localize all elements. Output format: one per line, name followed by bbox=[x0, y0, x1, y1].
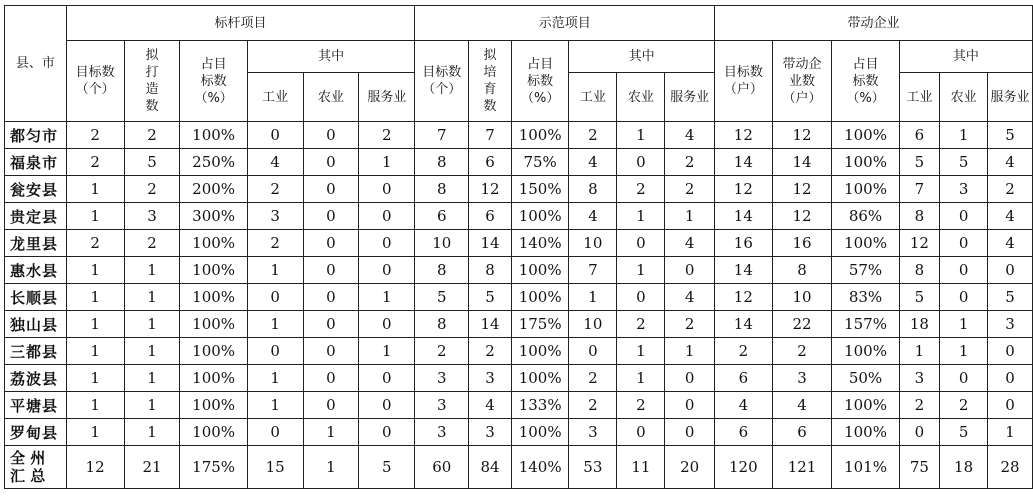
header-group-biaogan: 标杆项目 bbox=[66, 6, 415, 41]
cell: 100% bbox=[511, 284, 568, 311]
header-qizhong: 其中 bbox=[899, 41, 1032, 73]
total-cell: 60 bbox=[415, 446, 469, 489]
total-cell: 12 bbox=[66, 446, 124, 489]
cell: 1 bbox=[899, 338, 939, 365]
summary-table bbox=[4, 5, 1033, 489]
cell: 175% bbox=[511, 311, 568, 338]
cell: 4 bbox=[988, 203, 1033, 230]
county-name: 荔波县 bbox=[5, 365, 67, 392]
header-agriculture: 农业 bbox=[940, 73, 988, 122]
total-cell: 15 bbox=[247, 446, 303, 489]
cell: 4 bbox=[772, 392, 832, 419]
cell: 0 bbox=[303, 365, 359, 392]
cell: 0 bbox=[940, 365, 988, 392]
cell: 0 bbox=[359, 257, 415, 284]
cell: 7 bbox=[899, 176, 939, 203]
cell: 4 bbox=[988, 149, 1033, 176]
cell: 14 bbox=[714, 311, 772, 338]
cell: 100% bbox=[180, 311, 247, 338]
cell: 8 bbox=[415, 176, 469, 203]
total-label-line1: 全 州 bbox=[10, 449, 46, 467]
cell: 1 bbox=[124, 284, 180, 311]
cell: 2 bbox=[772, 338, 832, 365]
cell: 0 bbox=[303, 149, 359, 176]
cell: 2 bbox=[247, 230, 303, 257]
cell: 0 bbox=[988, 338, 1033, 365]
cell: 7 bbox=[569, 257, 617, 284]
header-pct: 占目标数（%） bbox=[180, 41, 247, 122]
cell: 12 bbox=[899, 230, 939, 257]
cell: 5 bbox=[988, 284, 1033, 311]
cell: 14 bbox=[714, 149, 772, 176]
cell: 1 bbox=[359, 149, 415, 176]
table-row bbox=[5, 311, 1033, 338]
cell: 10 bbox=[569, 311, 617, 338]
table-row bbox=[5, 203, 1033, 230]
total-cell: 21 bbox=[124, 446, 180, 489]
cell: 2 bbox=[469, 338, 512, 365]
cell: 0 bbox=[247, 122, 303, 149]
total-cell: 18 bbox=[940, 446, 988, 489]
cell: 0 bbox=[569, 338, 617, 365]
header-pct: 占目标数（%） bbox=[832, 41, 899, 122]
cell: 2 bbox=[569, 122, 617, 149]
cell: 7 bbox=[469, 122, 512, 149]
cell: 150% bbox=[511, 176, 568, 203]
cell: 1 bbox=[66, 257, 124, 284]
county-name: 惠水县 bbox=[5, 257, 67, 284]
cell: 4 bbox=[665, 284, 715, 311]
cell: 6 bbox=[469, 149, 512, 176]
header-target-count: 目标数（户） bbox=[714, 41, 772, 122]
cell: 3 bbox=[772, 365, 832, 392]
cell: 1 bbox=[124, 338, 180, 365]
cell: 0 bbox=[940, 203, 988, 230]
cell: 12 bbox=[772, 176, 832, 203]
cell: 100% bbox=[832, 230, 899, 257]
cell: 0 bbox=[988, 392, 1033, 419]
cell: 0 bbox=[303, 122, 359, 149]
cell: 1 bbox=[247, 365, 303, 392]
cell: 2 bbox=[569, 365, 617, 392]
cell: 5 bbox=[124, 149, 180, 176]
cell: 100% bbox=[180, 230, 247, 257]
cell: 0 bbox=[617, 149, 665, 176]
header-service: 服务业 bbox=[359, 73, 415, 122]
cell: 50% bbox=[832, 365, 899, 392]
cell: 0 bbox=[359, 176, 415, 203]
cell: 14 bbox=[469, 311, 512, 338]
header-agriculture: 农业 bbox=[303, 73, 359, 122]
cell: 0 bbox=[940, 230, 988, 257]
cell: 200% bbox=[180, 176, 247, 203]
cell: 2 bbox=[940, 392, 988, 419]
cell: 1 bbox=[66, 392, 124, 419]
cell: 2 bbox=[899, 392, 939, 419]
cell: 100% bbox=[180, 257, 247, 284]
header-county: 县、市 bbox=[5, 6, 67, 122]
cell: 6 bbox=[469, 203, 512, 230]
cell: 100% bbox=[180, 365, 247, 392]
cell: 100% bbox=[180, 284, 247, 311]
cell: 140% bbox=[511, 230, 568, 257]
county-name: 平塘县 bbox=[5, 392, 67, 419]
cell: 83% bbox=[832, 284, 899, 311]
header-qizhong: 其中 bbox=[569, 41, 715, 73]
cell: 1 bbox=[665, 203, 715, 230]
cell: 6 bbox=[899, 122, 939, 149]
cell: 1 bbox=[66, 284, 124, 311]
cell: 0 bbox=[359, 392, 415, 419]
cell: 0 bbox=[303, 203, 359, 230]
cell: 1 bbox=[66, 203, 124, 230]
total-cell: 5 bbox=[359, 446, 415, 489]
header-service: 服务业 bbox=[665, 73, 715, 122]
cell: 8 bbox=[415, 149, 469, 176]
cell: 100% bbox=[180, 392, 247, 419]
total-label-line2: 汇 总 bbox=[10, 467, 46, 485]
cell: 0 bbox=[617, 419, 665, 446]
cell: 100% bbox=[832, 419, 899, 446]
cell: 16 bbox=[714, 230, 772, 257]
cell: 4 bbox=[569, 203, 617, 230]
cell: 4 bbox=[665, 230, 715, 257]
cell: 2 bbox=[359, 122, 415, 149]
cell: 8 bbox=[415, 257, 469, 284]
cell: 100% bbox=[832, 149, 899, 176]
cell: 12 bbox=[714, 176, 772, 203]
cell: 86% bbox=[832, 203, 899, 230]
cell: 3 bbox=[940, 176, 988, 203]
cell: 4 bbox=[988, 230, 1033, 257]
table-row bbox=[5, 392, 1033, 419]
cell: 3 bbox=[415, 392, 469, 419]
cell: 100% bbox=[180, 419, 247, 446]
cell: 1 bbox=[66, 176, 124, 203]
cell: 100% bbox=[511, 365, 568, 392]
cell: 100% bbox=[180, 338, 247, 365]
total-cell: 84 bbox=[469, 446, 512, 489]
cell: 3 bbox=[988, 311, 1033, 338]
cell: 4 bbox=[665, 122, 715, 149]
cell: 0 bbox=[303, 230, 359, 257]
cell: 4 bbox=[469, 392, 512, 419]
cell: 0 bbox=[617, 230, 665, 257]
cell: 300% bbox=[180, 203, 247, 230]
cell: 3 bbox=[415, 419, 469, 446]
cell: 0 bbox=[247, 338, 303, 365]
cell: 100% bbox=[511, 419, 568, 446]
cell: 0 bbox=[988, 365, 1033, 392]
cell: 14 bbox=[714, 257, 772, 284]
cell: 0 bbox=[303, 311, 359, 338]
cell: 1 bbox=[940, 311, 988, 338]
cell: 8 bbox=[899, 203, 939, 230]
header-industry: 工业 bbox=[569, 73, 617, 122]
county-name: 三都县 bbox=[5, 338, 67, 365]
header-target-count: 目标数（个） bbox=[415, 41, 469, 122]
table-row bbox=[5, 257, 1033, 284]
cell: 133% bbox=[511, 392, 568, 419]
table-row bbox=[5, 365, 1033, 392]
cell: 1 bbox=[940, 338, 988, 365]
cell: 0 bbox=[247, 284, 303, 311]
cell: 12 bbox=[772, 203, 832, 230]
county-name: 福泉市 bbox=[5, 149, 67, 176]
cell: 2 bbox=[124, 230, 180, 257]
cell: 8 bbox=[469, 257, 512, 284]
cell: 12 bbox=[772, 122, 832, 149]
header-plan-build: 拟打造数 bbox=[124, 41, 180, 122]
cell: 1 bbox=[124, 257, 180, 284]
cell: 0 bbox=[303, 392, 359, 419]
cell: 6 bbox=[415, 203, 469, 230]
cell: 1 bbox=[247, 257, 303, 284]
table-row bbox=[5, 284, 1033, 311]
cell: 2 bbox=[988, 176, 1033, 203]
cell: 100% bbox=[180, 122, 247, 149]
cell: 75% bbox=[511, 149, 568, 176]
header-industry: 工业 bbox=[899, 73, 939, 122]
cell: 14 bbox=[714, 203, 772, 230]
cell: 3 bbox=[569, 419, 617, 446]
cell: 8 bbox=[569, 176, 617, 203]
cell: 0 bbox=[665, 392, 715, 419]
cell: 0 bbox=[665, 257, 715, 284]
cell: 2 bbox=[617, 176, 665, 203]
total-cell: 11 bbox=[617, 446, 665, 489]
cell: 4 bbox=[714, 392, 772, 419]
cell: 1 bbox=[124, 419, 180, 446]
total-cell: 120 bbox=[714, 446, 772, 489]
cell: 2 bbox=[617, 392, 665, 419]
cell: 3 bbox=[469, 419, 512, 446]
header-qizhong: 其中 bbox=[247, 41, 415, 73]
county-name: 贵定县 bbox=[5, 203, 67, 230]
cell: 100% bbox=[511, 203, 568, 230]
total-cell: 20 bbox=[665, 446, 715, 489]
cell: 1 bbox=[247, 311, 303, 338]
header-group-daidong: 带动企业 bbox=[714, 6, 1032, 41]
cell: 100% bbox=[511, 257, 568, 284]
cell: 0 bbox=[940, 284, 988, 311]
table-body bbox=[5, 122, 1033, 489]
table-row bbox=[5, 419, 1033, 446]
header-target-count: 目标数（个） bbox=[66, 41, 124, 122]
table-row bbox=[5, 122, 1033, 149]
cell: 0 bbox=[665, 365, 715, 392]
cell: 100% bbox=[511, 122, 568, 149]
cell: 0 bbox=[303, 284, 359, 311]
cell: 250% bbox=[180, 149, 247, 176]
county-name: 龙里县 bbox=[5, 230, 67, 257]
cell: 4 bbox=[247, 149, 303, 176]
cell: 14 bbox=[469, 230, 512, 257]
cell: 0 bbox=[359, 230, 415, 257]
cell: 6 bbox=[772, 419, 832, 446]
cell: 1 bbox=[124, 311, 180, 338]
cell: 6 bbox=[714, 365, 772, 392]
cell: 2 bbox=[66, 122, 124, 149]
cell: 1 bbox=[66, 338, 124, 365]
cell: 10 bbox=[415, 230, 469, 257]
cell: 0 bbox=[359, 419, 415, 446]
cell: 12 bbox=[714, 122, 772, 149]
cell: 157% bbox=[832, 311, 899, 338]
total-cell: 53 bbox=[569, 446, 617, 489]
table-row bbox=[5, 338, 1033, 365]
cell: 1 bbox=[359, 284, 415, 311]
cell: 1 bbox=[303, 419, 359, 446]
cell: 5 bbox=[940, 149, 988, 176]
total-cell: 1 bbox=[303, 446, 359, 489]
cell: 1 bbox=[247, 392, 303, 419]
cell: 4 bbox=[569, 149, 617, 176]
cell: 0 bbox=[617, 284, 665, 311]
header-pct: 占目标数（%） bbox=[511, 41, 568, 122]
cell: 1 bbox=[940, 122, 988, 149]
cell: 100% bbox=[832, 338, 899, 365]
total-row bbox=[5, 446, 1033, 489]
cell: 3 bbox=[124, 203, 180, 230]
cell: 2 bbox=[415, 338, 469, 365]
header-agriculture: 农业 bbox=[617, 73, 665, 122]
cell: 2 bbox=[665, 311, 715, 338]
cell: 5 bbox=[988, 122, 1033, 149]
cell: 1 bbox=[569, 284, 617, 311]
cell: 1 bbox=[124, 365, 180, 392]
cell: 0 bbox=[303, 176, 359, 203]
cell: 5 bbox=[469, 284, 512, 311]
cell: 0 bbox=[940, 257, 988, 284]
cell: 1 bbox=[66, 311, 124, 338]
cell: 1 bbox=[359, 338, 415, 365]
header-group-shifan: 示范项目 bbox=[415, 6, 715, 41]
county-name: 独山县 bbox=[5, 311, 67, 338]
cell: 57% bbox=[832, 257, 899, 284]
total-cell: 101% bbox=[832, 446, 899, 489]
cell: 2 bbox=[247, 176, 303, 203]
header-plan-cultivate: 拟培育数 bbox=[469, 41, 512, 122]
cell: 2 bbox=[714, 338, 772, 365]
cell: 2 bbox=[569, 392, 617, 419]
county-name: 罗甸县 bbox=[5, 419, 67, 446]
cell: 1 bbox=[617, 338, 665, 365]
header-service: 服务业 bbox=[988, 73, 1033, 122]
cell: 100% bbox=[832, 122, 899, 149]
table-row bbox=[5, 149, 1033, 176]
cell: 1 bbox=[617, 257, 665, 284]
cell: 8 bbox=[415, 311, 469, 338]
total-cell: 28 bbox=[988, 446, 1033, 489]
total-cell: 175% bbox=[180, 446, 247, 489]
cell: 0 bbox=[899, 419, 939, 446]
cell: 3 bbox=[469, 365, 512, 392]
cell: 10 bbox=[772, 284, 832, 311]
cell: 16 bbox=[772, 230, 832, 257]
cell: 5 bbox=[940, 419, 988, 446]
cell: 1 bbox=[988, 419, 1033, 446]
cell: 2 bbox=[617, 311, 665, 338]
cell: 0 bbox=[988, 257, 1033, 284]
cell: 0 bbox=[303, 257, 359, 284]
cell: 22 bbox=[772, 311, 832, 338]
table-row bbox=[5, 176, 1033, 203]
cell: 100% bbox=[832, 176, 899, 203]
cell: 5 bbox=[899, 284, 939, 311]
header-driven-count: 带动企业数（户） bbox=[772, 41, 832, 122]
cell: 0 bbox=[303, 338, 359, 365]
cell: 1 bbox=[66, 365, 124, 392]
cell: 1 bbox=[66, 419, 124, 446]
cell: 1 bbox=[665, 338, 715, 365]
cell: 12 bbox=[469, 176, 512, 203]
cell: 2 bbox=[665, 176, 715, 203]
cell: 1 bbox=[124, 392, 180, 419]
county-name: 都匀市 bbox=[5, 122, 67, 149]
cell: 5 bbox=[899, 149, 939, 176]
cell: 3 bbox=[247, 203, 303, 230]
cell: 1 bbox=[617, 122, 665, 149]
cell: 2 bbox=[124, 122, 180, 149]
cell: 0 bbox=[665, 419, 715, 446]
cell: 3 bbox=[415, 365, 469, 392]
cell: 18 bbox=[899, 311, 939, 338]
cell: 8 bbox=[772, 257, 832, 284]
cell: 12 bbox=[714, 284, 772, 311]
cell: 2 bbox=[66, 230, 124, 257]
table-row bbox=[5, 230, 1033, 257]
cell: 0 bbox=[359, 311, 415, 338]
county-name: 长顺县 bbox=[5, 284, 67, 311]
cell: 0 bbox=[247, 419, 303, 446]
cell: 6 bbox=[714, 419, 772, 446]
cell: 2 bbox=[665, 149, 715, 176]
cell: 100% bbox=[511, 338, 568, 365]
cell: 3 bbox=[899, 365, 939, 392]
cell: 5 bbox=[415, 284, 469, 311]
total-cell: 121 bbox=[772, 446, 832, 489]
cell: 8 bbox=[899, 257, 939, 284]
cell: 10 bbox=[569, 230, 617, 257]
total-cell: 140% bbox=[511, 446, 568, 489]
cell: 1 bbox=[617, 365, 665, 392]
cell: 7 bbox=[415, 122, 469, 149]
cell: 14 bbox=[772, 149, 832, 176]
total-label bbox=[5, 446, 67, 489]
county-name: 瓮安县 bbox=[5, 176, 67, 203]
header-industry: 工业 bbox=[247, 73, 303, 122]
cell: 100% bbox=[832, 392, 899, 419]
total-cell: 75 bbox=[899, 446, 939, 489]
cell: 0 bbox=[359, 203, 415, 230]
cell: 2 bbox=[66, 149, 124, 176]
cell: 1 bbox=[617, 203, 665, 230]
cell: 2 bbox=[124, 176, 180, 203]
cell: 0 bbox=[359, 365, 415, 392]
